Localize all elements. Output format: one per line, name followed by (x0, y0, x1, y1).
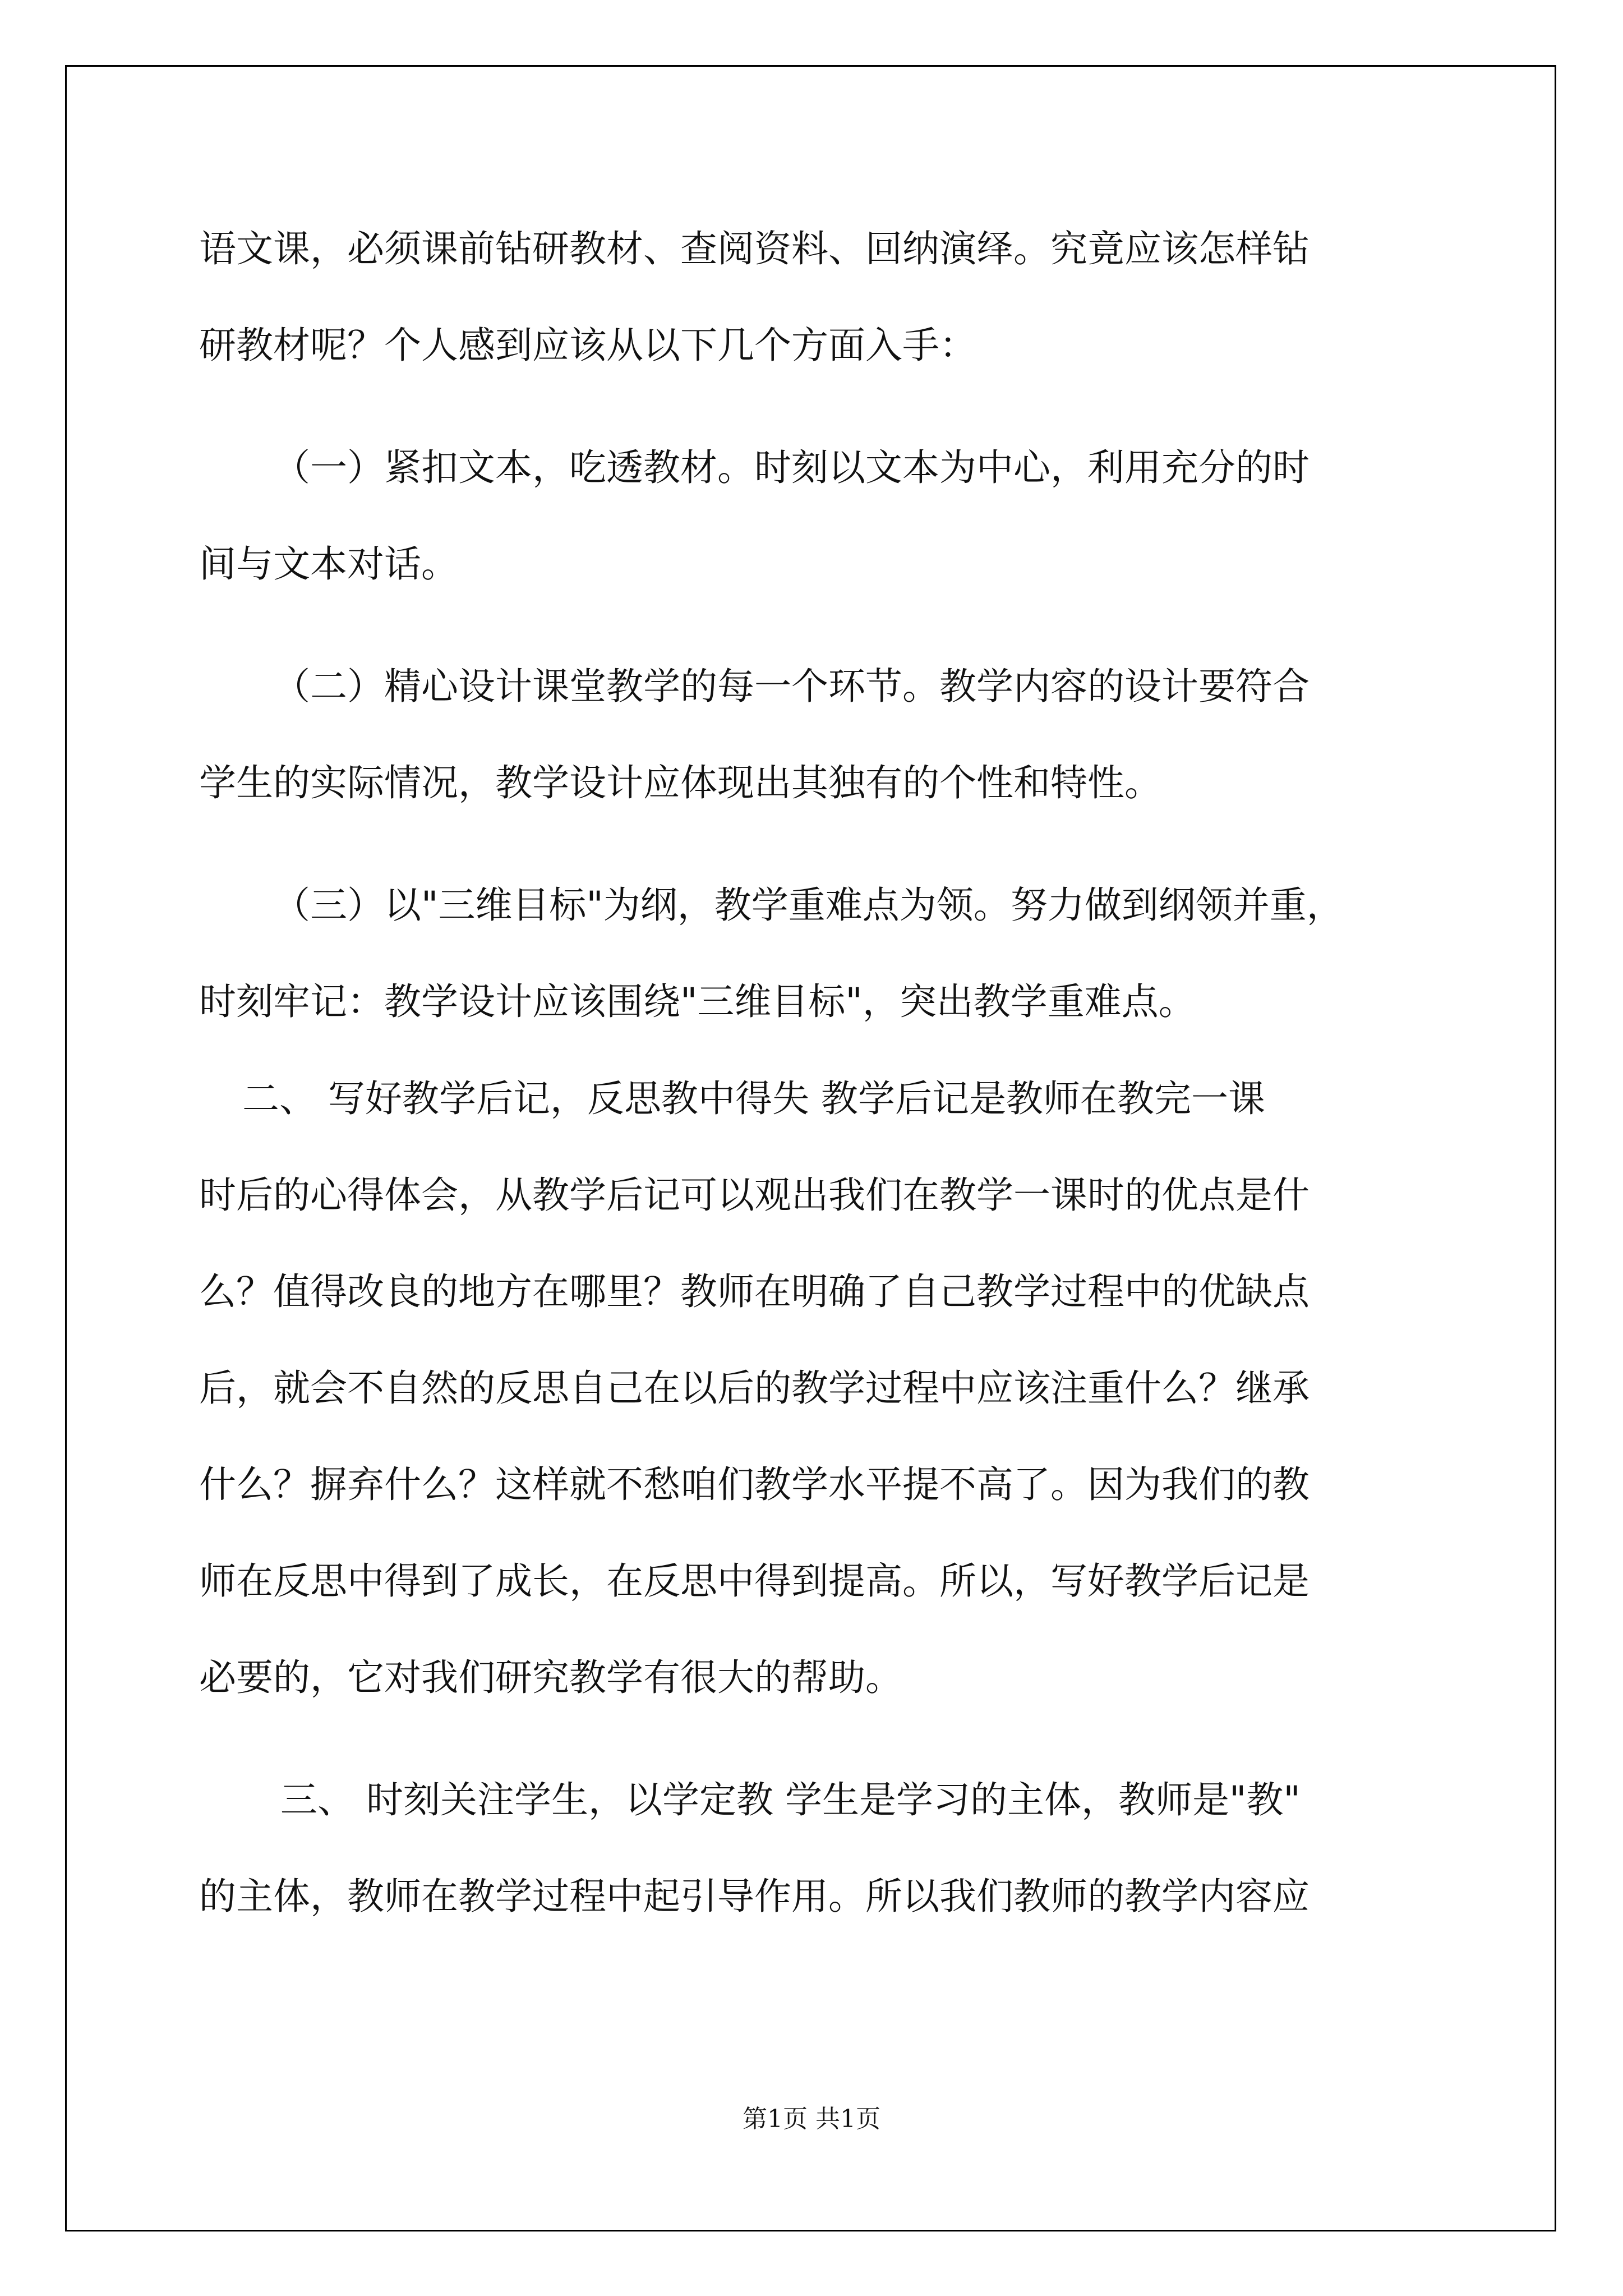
body-line-5: （二）精心设计课堂教学的每一个环节。教学内容的设计要符合 (273, 665, 1310, 708)
body-line-15: 必要的，它对我们研究教学有很大的帮助。 (199, 1656, 902, 1699)
body-line-14: 师在反思中得到了成长，在反思中得到提高。所以，写好教学后记是 (199, 1559, 1310, 1603)
page-number-footer: 第1页 共1页 (743, 2105, 880, 2133)
body-line-4: 间与文本对话。 (199, 542, 458, 586)
body-line-11: 么？值得改良的地方在哪里？教师在明确了自己教学过程中的优缺点 (199, 1270, 1310, 1313)
body-line-2: 研教材呢？个人感到应该从以下几个方面入手： (199, 324, 976, 367)
body-line-1: 语文课，必须课前钻研教材、查阅资料、回纳演绎。究竟应该怎样钻 (199, 227, 1310, 270)
body-line-3: （一）紧扣文本，吃透教材。时刻以文本为中心，利用充分的时 (273, 446, 1310, 489)
body-line-12: 后，就会不自然的反思自己在以后的教学过程中应该注重什么？继承 (199, 1366, 1310, 1410)
body-line-13: 什么？摒弃什么？这样就不愁咱们教学水平提不高了。因为我们的教 (199, 1463, 1310, 1506)
body-line-8: 时刻牢记：教学设计应该围绕"三维目标"，突出教学重难点。 (199, 980, 1196, 1023)
body-line-9: 二、 写好教学后记，反思教中得失 教学后记是教师在教完一课 (242, 1077, 1265, 1120)
body-line-7: （三）以"三维目标"为纲，教学重难点为领。努力做到纲领并重， (273, 884, 1344, 927)
body-line-16: 三、 时刻关注学生，以学定教 学生是学习的主体，教师是"教" (280, 1778, 1301, 1821)
body-line-10: 时后的心得体会，从教学后记可以观出我们在教学一课时的优点是什 (199, 1174, 1310, 1217)
body-line-17: 的主体，教师在教学过程中起引导作用。所以我们教师的教学内容应 (199, 1875, 1310, 1918)
body-line-6: 学生的实际情况，教学设计应体现出其独有的个性和特性。 (199, 761, 1161, 804)
